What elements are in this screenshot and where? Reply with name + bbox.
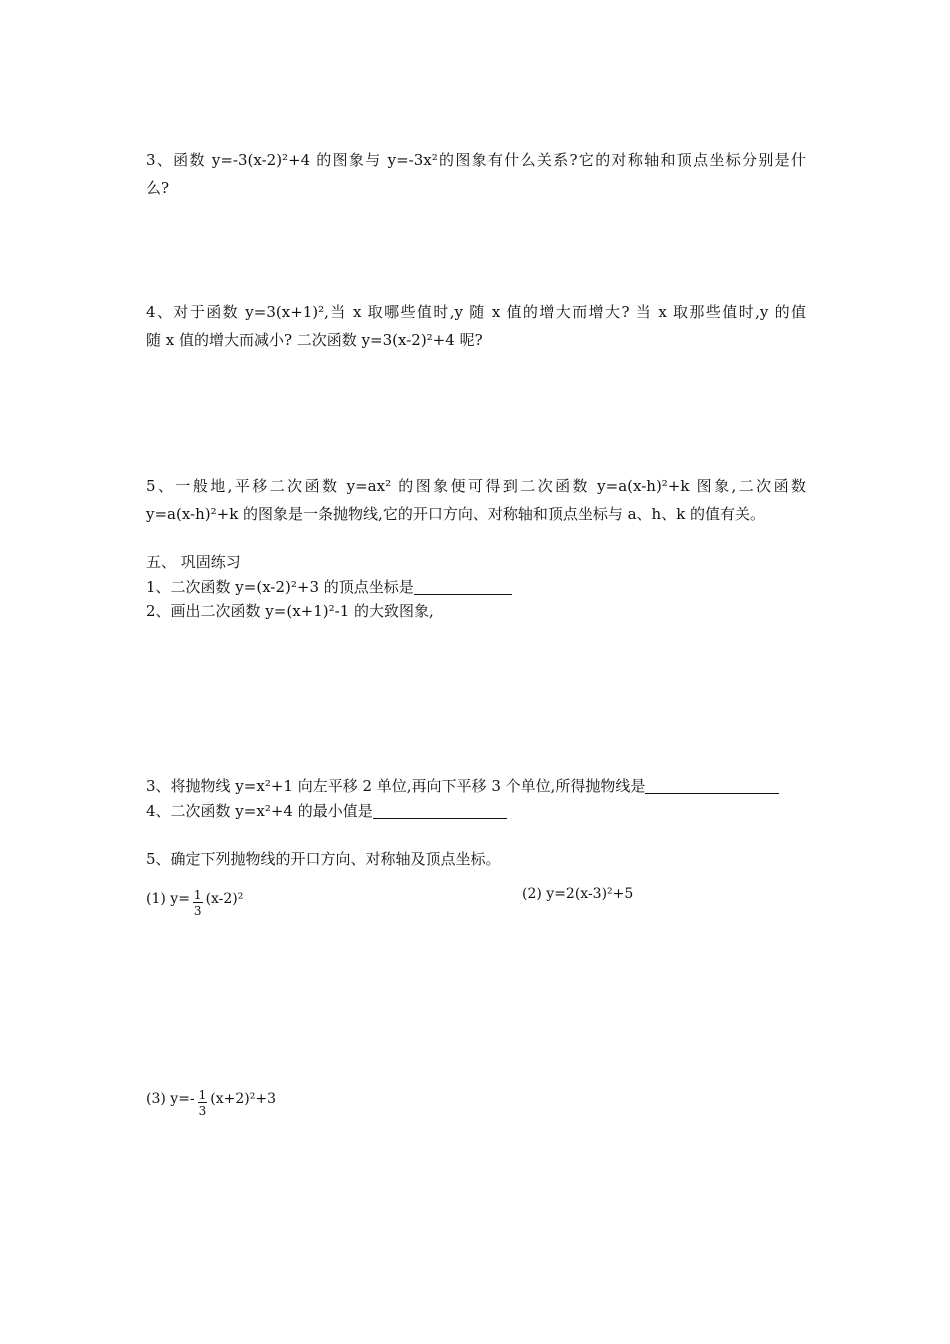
- question-5-line-1: 5、一般地,平移二次函数 y=ax² 的图象便可得到二次函数 y=a(x-h)²+k 图象,二次函数: [146, 477, 806, 495]
- fraction-denominator: 3: [193, 904, 202, 918]
- answer-blank-3[interactable]: [645, 778, 779, 794]
- fraction-one-third: [193, 888, 203, 918]
- question-3-line-1: 3、函数 y=-3(x-2)²+4 的图象与 y=-3x²的图象有什么关系?它的对称轴和顶点坐标分别是什: [146, 151, 806, 169]
- fraction-denominator: 3: [198, 1104, 207, 1118]
- question-5-line-2: y=a(x-h)²+k 的图象是一条抛物线,它的开口方向、对称轴和顶点坐标与 a、h、k 的值有关。: [146, 505, 766, 523]
- exercise-1-text: 1、二次函数 y=(x-2)²+3 的顶点坐标是: [146, 578, 414, 596]
- part-3-prefix: (3) y=-: [146, 1091, 195, 1107]
- part-3-suffix: (x+2)²+3: [210, 1091, 277, 1107]
- answer-blank-1[interactable]: [414, 579, 512, 595]
- exercise-5-part-1: [146, 884, 244, 918]
- exercise-4-text: 4、二次函数 y=x²+4 的最小值是: [146, 802, 373, 820]
- exercise-3-text: 3、将抛物线 y=x²+1 向左平移 2 单位,再向下平移 3 个单位,所得抛物线是: [146, 777, 646, 795]
- fraction-one-third: [198, 1088, 208, 1118]
- exercise-5: 5、确定下列抛物线的开口方向、对称轴及顶点坐标。: [146, 850, 501, 868]
- part-1-suffix: (x-2)²: [205, 891, 244, 907]
- question-3-line-2: 么?: [146, 179, 170, 197]
- question-4-line-1: 4、对于函数 y=3(x+1)²,当 x 取哪些值时,y 随 x 值的增大而增大? 当 x 取那些值时,y 的值: [146, 303, 806, 321]
- answer-blank-4[interactable]: [373, 803, 507, 819]
- question-4-line-2: 随 x 值的增大而减小? 二次函数 y=3(x-2)²+4 呢?: [146, 331, 483, 349]
- exercise-5-part-3: [146, 1084, 277, 1118]
- exercise-5-part-2: (2) y=2(x-3)²+5: [522, 886, 634, 902]
- section-heading: 五、 巩固练习: [146, 553, 241, 571]
- exercise-1: [146, 577, 512, 597]
- exercise-3: [146, 776, 779, 796]
- exercise-4: [146, 801, 507, 821]
- part-1-prefix: (1) y=: [146, 891, 190, 907]
- exercise-2: 2、画出二次函数 y=(x+1)²-1 的大致图象,: [146, 602, 434, 620]
- fraction-numerator: 1: [198, 1088, 207, 1102]
- fraction-numerator: 1: [193, 888, 202, 902]
